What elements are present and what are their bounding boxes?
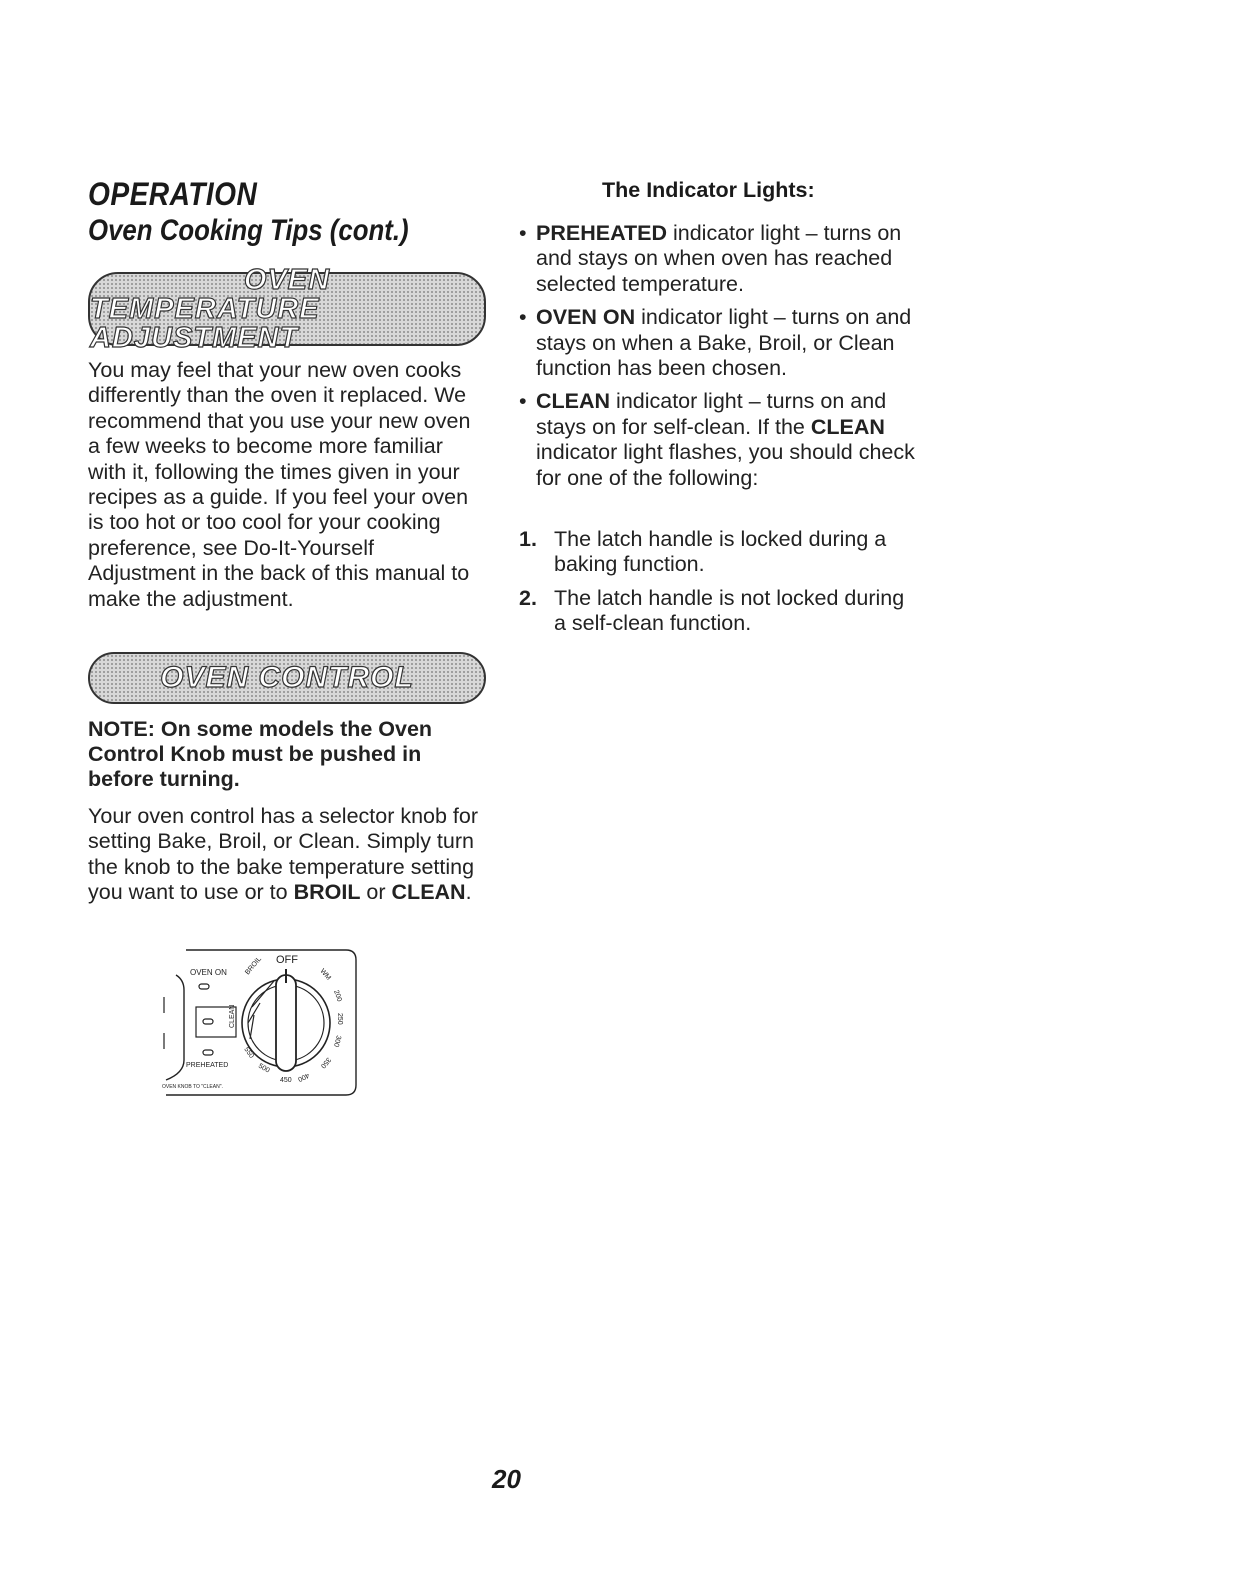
control-broil-label: BROIL xyxy=(293,880,361,905)
control-note: NOTE: On some models the Oven Control Knob must be pushed in before turning. xyxy=(88,717,433,791)
control-body-start: Your oven control has a selector knob for setting Bake, Broil, or Clean. Simply turn the knob to the bake temperature setting you want to use or to xyxy=(88,804,479,905)
panel-left-edge xyxy=(166,975,184,1080)
temp-400-label: 400 xyxy=(296,1071,311,1083)
temp-500-label: 500 xyxy=(257,1062,271,1075)
page-number: 20 xyxy=(492,1464,521,1494)
control-body-text xyxy=(88,804,488,906)
indicator-desc: indicator light – turns on and stays on for self-clean. If the xyxy=(536,389,887,439)
list-item xyxy=(519,527,919,578)
latch-check-list xyxy=(519,527,919,645)
section-banner-oven-control xyxy=(88,652,486,704)
oven-on-label: OVEN ON xyxy=(190,968,227,977)
temp-450-label: 450 xyxy=(280,1077,292,1084)
indicator-name: CLEAN xyxy=(536,389,611,414)
indicator-name: CLEAN xyxy=(810,414,885,439)
control-or: or xyxy=(360,880,392,905)
banner-heading-line2: TEMPERATURE ADJUSTMENT xyxy=(90,292,320,354)
page-subtitle: Oven Cooking Tips (cont.) xyxy=(88,214,409,247)
clean-light-icon xyxy=(203,1019,213,1024)
list-item xyxy=(519,586,919,637)
page-title: OPERATION xyxy=(88,176,258,212)
broil-label: BROIL xyxy=(244,955,264,977)
adjustment-body-text: You may feel that your new oven cooks differently than the oven it replaced. We recommend that you use your new oven a few weeks to become more familiar with it, following the times given in your recipes as a guide. If you feel your oven is too hot or too cool for your cooking preference, see Do-It-Yourself Adjustment in the back of this manual to make the adjustment. xyxy=(88,358,471,611)
list-number: 2. xyxy=(519,585,537,610)
list-text: The latch handle is locked during a baking function. xyxy=(554,527,887,577)
temp-250-label: 250 xyxy=(336,1013,343,1025)
banner-heading-oven-control: OVEN CONTROL xyxy=(160,661,414,694)
oven-on-light-icon xyxy=(199,984,209,989)
list-item xyxy=(519,389,919,491)
knob-grip-icon xyxy=(276,975,296,1071)
indicator-desc: indicator light – turns on and stays on when a Bake, Broil, or Clean function has been chosen. xyxy=(536,305,912,381)
indicator-lights-title: The Indicator Lights: xyxy=(602,178,815,202)
temp-200-label: 200 xyxy=(332,989,343,1003)
temp-300-label: 300 xyxy=(332,1034,342,1048)
list-item xyxy=(519,221,919,297)
warm-label: WM xyxy=(318,967,332,982)
indicator-desc: indicator light – turns on and stays on when oven has reached selected temperature. xyxy=(536,221,902,296)
temp-550-label: 550 xyxy=(242,1046,255,1060)
indicator-name: PREHEATED xyxy=(536,221,668,245)
list-text: The latch handle is not locked during a self-clean function. xyxy=(554,585,905,636)
off-label: OFF xyxy=(276,954,298,966)
preheated-light-icon xyxy=(203,1050,213,1055)
temp-350-label: 350 xyxy=(318,1055,332,1070)
section-banner-temperature-adjustment xyxy=(88,263,486,354)
list-number: 1. xyxy=(519,527,537,551)
oven-control-diagram xyxy=(156,945,366,1105)
control-clean-label: CLEAN xyxy=(391,880,466,905)
clean-knob-label: CLEAN xyxy=(229,1004,236,1028)
indicator-name: OVEN ON xyxy=(536,305,636,330)
indicator-desc: indicator light flashes, you should check for one of the following: xyxy=(536,440,915,490)
list-item xyxy=(519,305,919,381)
banner-heading-line1: OVEN xyxy=(243,263,331,296)
diagram-caption: OVEN KNOB TO "CLEAN". xyxy=(162,1084,223,1090)
preheated-label: PREHEATED xyxy=(186,1062,229,1069)
control-end: . xyxy=(465,880,472,905)
indicator-lights-list xyxy=(519,221,919,499)
